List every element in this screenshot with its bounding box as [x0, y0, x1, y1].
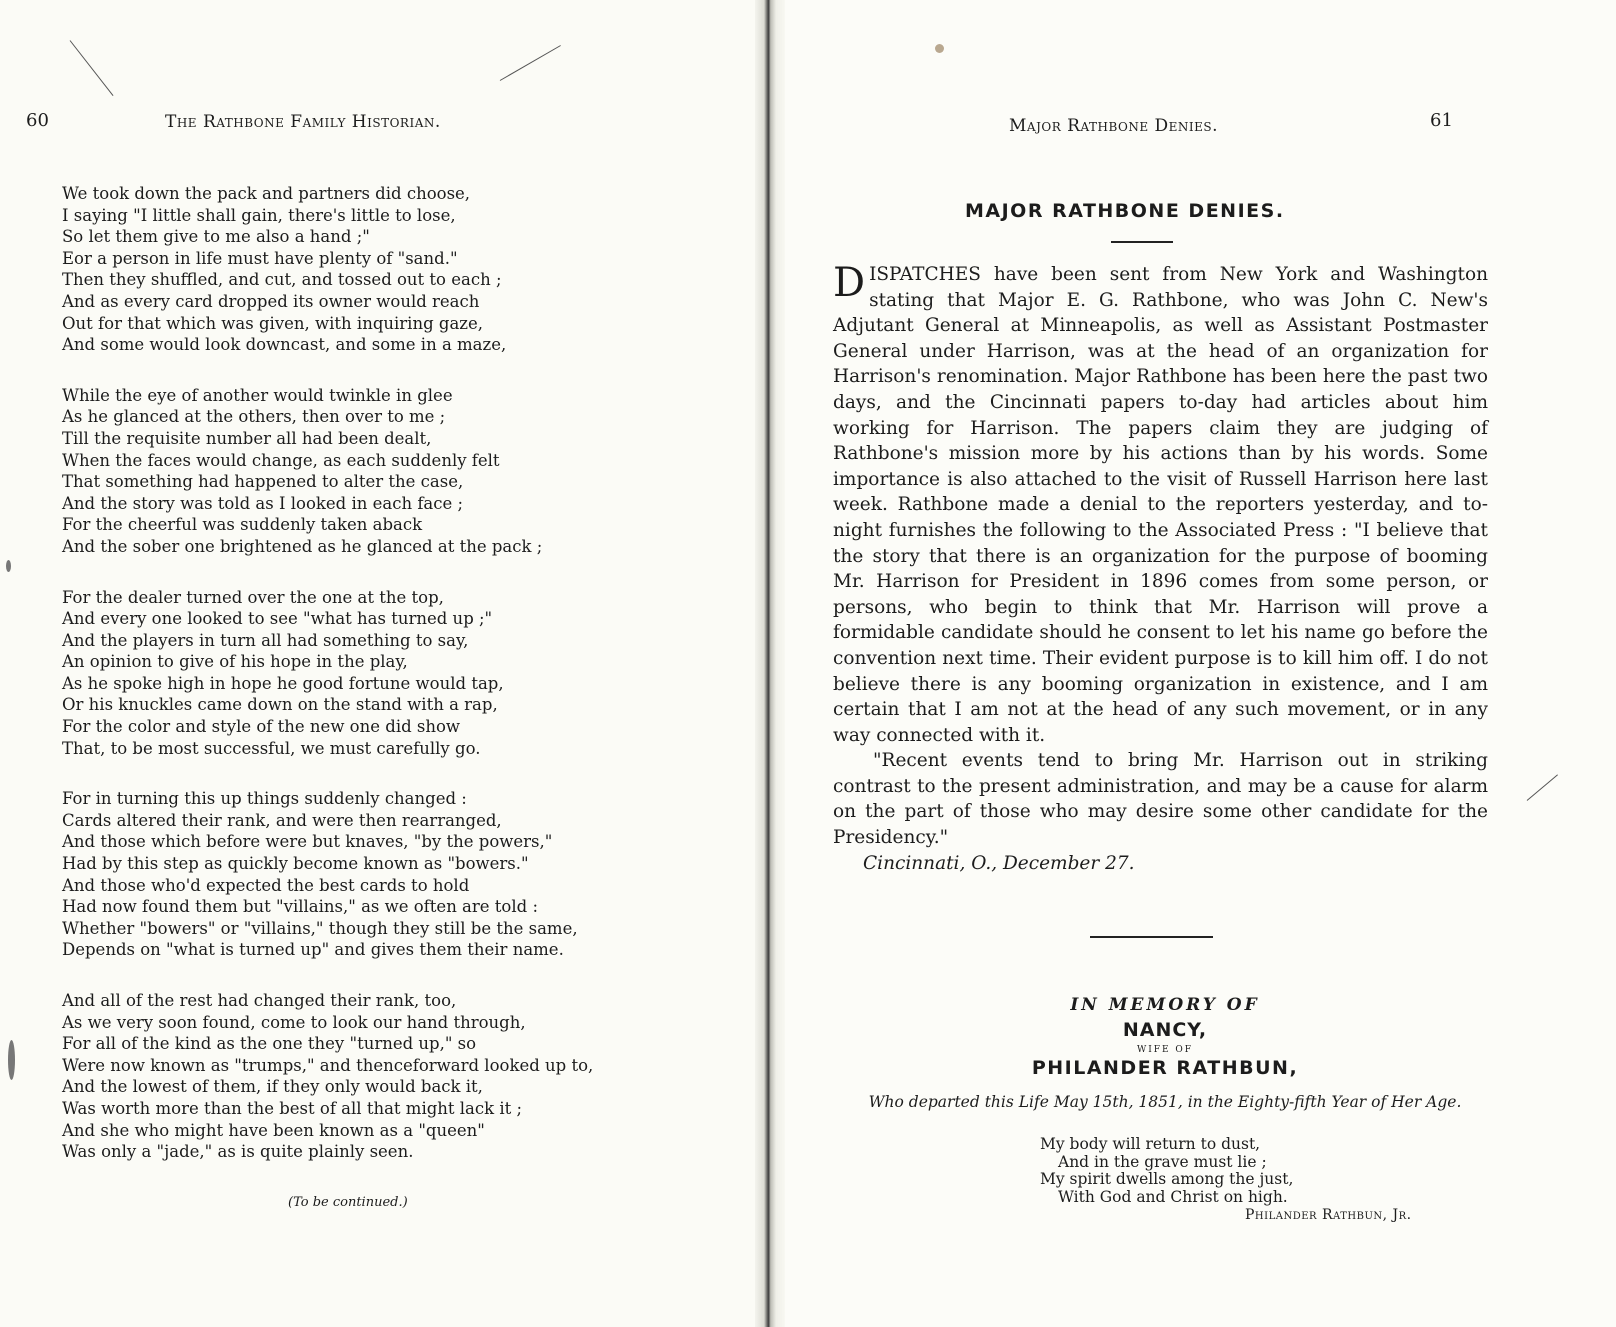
page-number-right: 61	[1430, 110, 1453, 131]
epitaph-line: My body will return to dust,	[1040, 1135, 1261, 1153]
memorial-husband: PHILANDER RATHBUN,	[1031, 1057, 1299, 1079]
poem-line: As we very soon found, come to look our hand through,	[62, 1012, 526, 1032]
poem-line: And some would look downcast, and some in a maze,	[62, 335, 507, 355]
signature: Philander Rathbun, Jr.	[1245, 1207, 1412, 1223]
epitaph-line: With God and Christ on high.	[1058, 1187, 1288, 1206]
memorial-name: NANCY,	[1122, 1019, 1208, 1041]
poem-line: Had now found them but "villains," as we often are told :	[62, 897, 539, 917]
poem-line: As he glanced at the others, then over to me ;	[62, 407, 446, 427]
title-rule	[1111, 241, 1173, 243]
poem-stanza	[62, 990, 682, 1163]
poem-line: That something had happened to alter the case,	[62, 472, 464, 492]
scan-speck	[935, 44, 944, 53]
drop-cap: D	[833, 260, 866, 306]
scan-speck	[8, 1040, 15, 1080]
dateline: Cincinnati, O., December 27.	[863, 852, 1135, 874]
poem-line: For the dealer turned over the one at the top,	[62, 587, 444, 607]
poem-line: Eor a person in life must have plenty of "sand."	[62, 248, 458, 268]
poem-stanza	[62, 788, 682, 961]
poem-line: Depends on "what is turned up" and gives them their name.	[62, 940, 564, 960]
poem-line: While the eye of another would twinkle in glee	[62, 385, 453, 405]
article-paragraph: "Recent events tend to bring Mr. Harrison out in striking contrast to the present administration, and may be a cause for alarm on the part of those who may desire some other candidate for the Presidency."	[833, 750, 1488, 849]
poem-line: For the color and style of the new one did show	[62, 717, 461, 737]
scan-mark	[70, 40, 114, 96]
poem-line: Was only a "jade," as is quite plainly seen.	[62, 1142, 414, 1162]
poem-stanza	[62, 385, 682, 558]
poem-line: For the cheerful was suddenly taken aback	[62, 515, 423, 535]
scan-mark	[500, 45, 561, 81]
poem-line: Whether "bowers" or "villains," though they still be the same,	[62, 918, 578, 938]
memorial-date-line: Who departed this Life May 15th, 1851, in the Eighty-fifth Year of Her Age.	[868, 1093, 1462, 1111]
section-rule	[1090, 936, 1213, 938]
poem-stanza	[62, 183, 682, 356]
poem-line: Out for that which was given, with inquiring gaze,	[62, 313, 483, 333]
article-paragraph	[833, 262, 1488, 748]
epitaph-line: And in the grave must lie ;	[1058, 1152, 1267, 1171]
poem-line: Or his knuckles came down on the stand with a rap,	[62, 695, 498, 715]
poem-line: And the players in turn all had something to say,	[62, 630, 469, 650]
poem-stanza	[62, 587, 682, 760]
poem-line: And all of the rest had changed their rank, too,	[62, 991, 457, 1010]
article-title: MAJOR RATHBONE DENIES.	[965, 200, 1285, 222]
book-gutter	[755, 0, 785, 1327]
poem-line: As he spoke high in hope he good fortune would tap,	[62, 673, 504, 693]
running-head-right: Major Rathbone Denies.	[1009, 116, 1218, 136]
epitaph	[1040, 1136, 1293, 1206]
poem-line: We took down the pack and partners did choose,	[62, 184, 471, 203]
poem-line: And the story was told as I looked in each face ;	[62, 493, 464, 513]
running-head-left: The Rathbone Family Historian.	[165, 112, 441, 132]
poem-line: And the lowest of them, if they only would back it,	[62, 1077, 483, 1097]
poem-line: And every one looked to see "what has turned up ;"	[62, 609, 493, 629]
memorial-wife-of: WIFE OF	[1136, 1045, 1194, 1055]
poem-line: Cards altered their rank, and were then rearranged,	[62, 810, 502, 830]
memorial-notice	[825, 995, 1505, 1111]
article-body	[833, 262, 1488, 876]
poem-line: When the faces would change, as each suddenly felt	[62, 450, 500, 470]
poem-line: For in turning this up things suddenly changed :	[62, 789, 467, 809]
poem-line: Were now known as "trumps," and thenceforward looked up to,	[62, 1055, 594, 1075]
poem-line: And those who'd expected the best cards to hold	[62, 875, 470, 895]
to-be-continued-note: (To be continued.)	[288, 1195, 408, 1210]
poem-line: Was worth more than the best of all that might lack it ;	[62, 1098, 523, 1118]
poem-line: I saying "I little shall gain, there's little to lose,	[62, 205, 456, 225]
left-page	[0, 0, 755, 1327]
poem-line: Till the requisite number all had been dealt,	[62, 428, 432, 448]
poem-line: Had by this step as quickly become known as "bowers."	[62, 854, 529, 874]
memorial-heading: IN MEMORY OF	[1070, 995, 1260, 1015]
article-paragraph-text: ISPATCHES have been sent from New York and Washington stating that Major E. G. Rathbone, who was John C. New's Adjutant General at Minneapolis, as well as Assistant Postmaster General under Harrison, was at the head of an organization for Harrison's renomination. Major Rathbone has been here the past two days, and the Cincinnati papers to-day had articles about him working for Harrison. The papers claim they are judging of Rathbone's mission more by his actions than by his words. Some importance is also attached to the visit of Russell Harrison here last week. Rathbone made a denial to the reporters yesterday, and to-night furnishes the following to the Associated Press : "I believe that the story that there is an organization for the purpose of booming Mr. Harrison for President in 1896 comes from some person, or persons, who begin to think that Mr. Harrison will prove a formidable candidate should he consent to let his name go before the convention next time. Their evident purpose is to kill him off. I do not believe there is any booming organization in existence, and I am certain that I am not at the head of any such movement, or in any way connected with it.	[833, 264, 1488, 746]
poem-line: Then they shuffled, and cut, and tossed out to each ;	[62, 270, 502, 290]
poem-line: For all of the kind as the one they "turned up," so	[62, 1034, 477, 1054]
poem	[62, 183, 682, 1192]
epitaph-line: My spirit dwells among the just,	[1040, 1170, 1294, 1188]
page-number-left: 60	[26, 110, 49, 131]
poem-line: An opinion to give of his hope in the play,	[62, 652, 408, 672]
poem-line: And she who might have been known as a "queen"	[62, 1120, 485, 1140]
poem-line: And the sober one brightened as he glanced at the pack ;	[62, 536, 543, 556]
scan-speck	[6, 560, 11, 572]
poem-line: And those which before were but knaves, "by the powers,"	[62, 832, 553, 852]
poem-line: That, to be most successful, we must carefully go.	[62, 738, 481, 758]
poem-line: So let them give to me also a hand ;"	[62, 227, 370, 247]
scan-mark	[1527, 774, 1558, 800]
right-page	[785, 0, 1616, 1327]
poem-line: And as every card dropped its owner would reach	[62, 291, 480, 311]
